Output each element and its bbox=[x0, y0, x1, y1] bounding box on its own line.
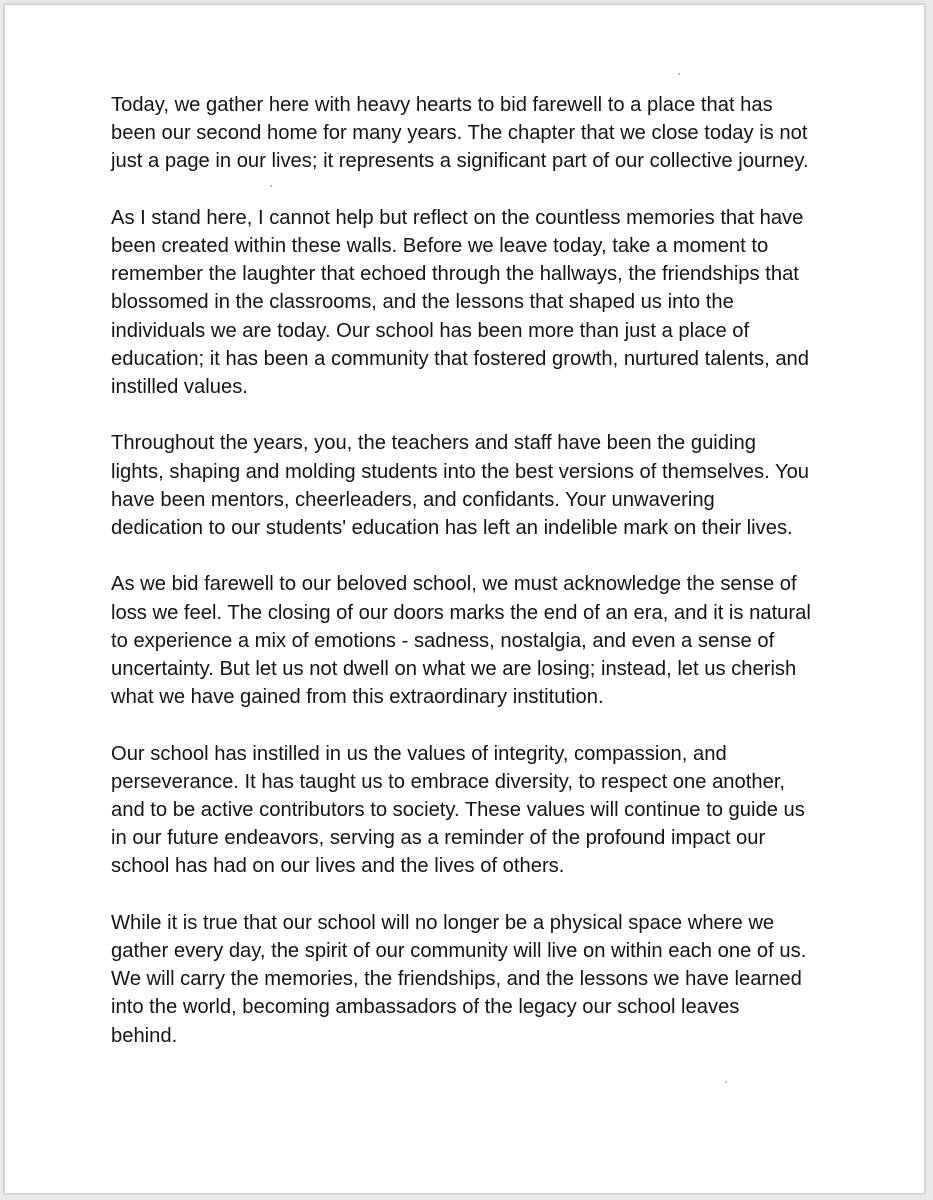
paragraph: As I stand here, I cannot help but reflect on the countless memories that have been created within these walls. Before we leave today, take a moment to remember the laughter that echoed through the hallways, the friendships that blossomed in the classrooms, and the lessons that shaped us into the individuals we are today. Our school has been more than just a place of education; it has been a community that fostered growth, nurtured talents, and instilled values. bbox=[111, 206, 810, 399]
paragraph: As we bid farewell to our beloved school, we must acknowledge the sense of loss we feel. The closing of our doors marks the end of an era, and it is natural to experience a mix of emotions - sadness, nostalgia, and even a sense of uncertainty. But let us not dwell on what we are losing; instead, let us cherish what we have gained from this extraordinary institution. bbox=[111, 573, 811, 709]
paragraph: Today, we gather here with heavy hearts to bid farewell to a place that has been our second home for many years. The chapter that we close today is not just a page in our lives; it represents a significant part of our collective journey. bbox=[111, 94, 809, 173]
document-page bbox=[4, 4, 925, 1194]
paragraph: While it is true that our school will no longer be a physical space where we gather every day, the spirit of our community will live on within each one of us. We will carry the memories, the friendships, and the lessons we have learned into the world, becoming ambassadors of the legacy our school leaves behind. bbox=[111, 911, 807, 1047]
document-body bbox=[111, 91, 811, 1078]
scan-speck bbox=[678, 73, 680, 75]
scan-speck bbox=[725, 1081, 727, 1083]
paragraph: Our school has instilled in us the values of integrity, compassion, and perseverance. It has taught us to embrace diversity, to respect one another, and to be active contributors to society. These values will continue to guide us in our future endeavors, serving as a reminder of the profound impact our school has had on our lives and the lives of others. bbox=[111, 742, 805, 878]
paragraph: Throughout the years, you, the teachers and staff have been the guiding lights, shaping and molding students into the best versions of themselves. You have been mentors, cheerleaders, and confidants. Your unwavering dedication to our students' education has left an indelible mark on their lives. bbox=[111, 432, 810, 540]
